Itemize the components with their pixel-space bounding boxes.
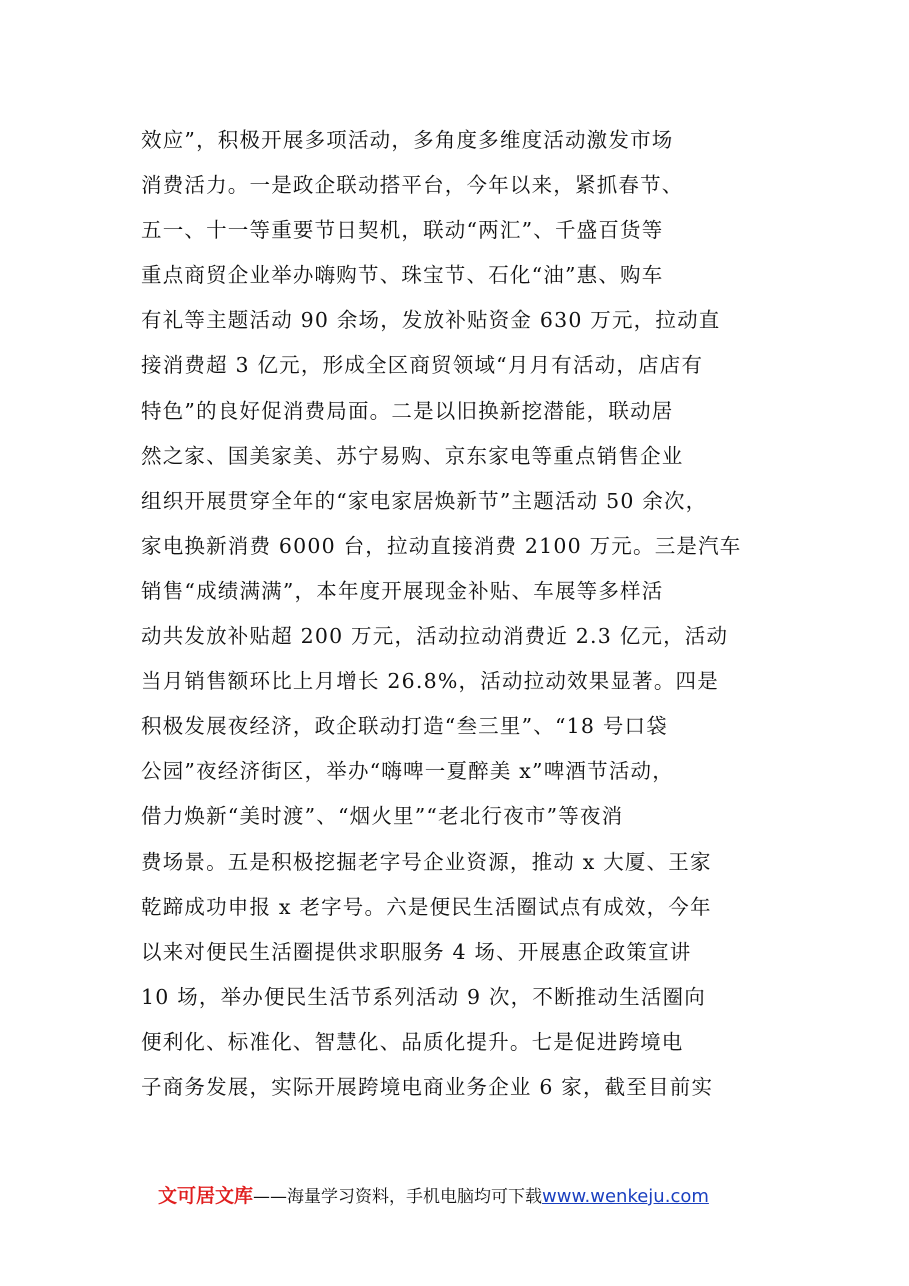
text-line: 乾蹄成功申报 x 老字号。六是便民生活圈试点有成效，今年 xyxy=(141,894,712,919)
text-line: 积极发展夜经济，政企联动打造“叁三里”、“18 号口袋 xyxy=(141,714,668,739)
text-line: 有礼等主题活动 90 余场，发放补贴资金 630 万元，拉动直 xyxy=(141,308,721,333)
text-line: 消费活力。一是政企联动搭平台，今年以来，紧抓春节、 xyxy=(141,173,684,198)
text-line: 然之家、国美家美、苏宁易购、京东家电等重点销售企业 xyxy=(141,443,684,468)
text-line: 子商务发展，实际开展跨境电商业务企业 6 家，截至目前实 xyxy=(141,1074,714,1099)
text-line: 接消费超 3 亿元，形成全区商贸领域“月月有活动，店店有 xyxy=(141,353,704,378)
text-line: 重点商贸企业举办嗨购节、珠宝节、石化“油”惠、购车 xyxy=(141,263,664,288)
text-line: 销售“成绩满满”，本年度开展现金补贴、车展等多样活 xyxy=(141,578,664,603)
text-line: 10 场，举办便民生活节系列活动 9 次，不断推动生活圈向 xyxy=(141,984,706,1009)
text-line: 费场景。五是积极挖掘老字号企业资源，推动 x 大厦、王家 xyxy=(141,849,712,874)
text-line: 当月销售额环比上月增长 26.8%，活动拉动效果显著。四是 xyxy=(141,669,719,694)
text-line: 五一、十一等重要节日契机，联动“两汇”、千盛百货等 xyxy=(141,218,664,243)
text-line: 效应”，积极开展多项活动，多角度多维度活动激发市场 xyxy=(141,128,674,152)
text-line: 组织开展贯穿全年的“家电家居焕新节”主题活动 50 余次， xyxy=(141,488,708,513)
body-text xyxy=(141,118,781,1110)
text-line: 以来对便民生活圈提供求职服务 4 场、开展惠企政策宣讲 xyxy=(141,939,692,964)
text-line: 特色”的良好促消费局面。二是以旧换新挖潜能，联动居 xyxy=(141,398,674,423)
text-line: 借力焕新“美时渡”、“烟火里”“老北行夜市”等夜消 xyxy=(141,804,624,829)
footer-brand: 文可居文库 xyxy=(158,1185,254,1207)
footer-tagline: ——海量学习资料，手机电脑均可下载 xyxy=(253,1187,543,1207)
text-line: 家电换新消费 6000 台，拉动直接消费 2100 万元。三是汽车 xyxy=(141,533,742,558)
footer-website-link[interactable]: www.wenkeju.com xyxy=(542,1186,709,1207)
text-line: 便利化、标准化、智慧化、品质化提升。七是促进跨境电 xyxy=(141,1029,684,1054)
text-line: 动共发放补贴超 200 万元，活动拉动消费近 2.3 亿元，活动 xyxy=(141,624,729,649)
footer-banner xyxy=(158,1181,798,1211)
text-line: 公园”夜经济街区，举办“嗨啤一夏醉美 x”啤酒节活动， xyxy=(141,759,674,784)
